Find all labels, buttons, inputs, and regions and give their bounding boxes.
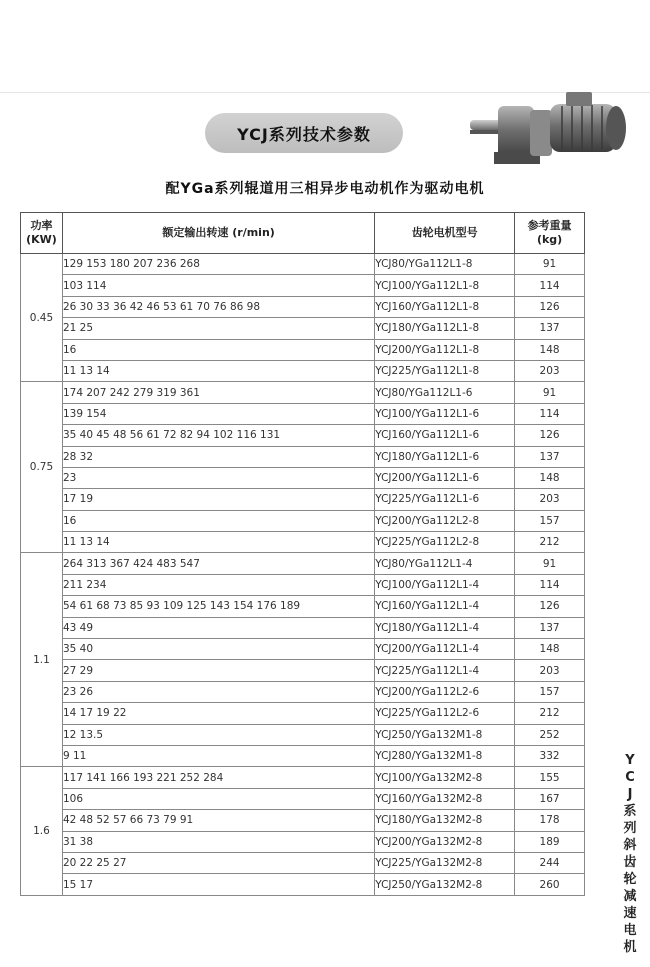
weight-cell: 148 — [515, 467, 585, 488]
weight-cell: 212 — [515, 703, 585, 724]
side-label-char: J — [627, 787, 633, 802]
model-cell: YCJ100/YGa112L1-8 — [375, 275, 515, 296]
speeds-cell: 16 — [62, 339, 374, 360]
weight-cell: 189 — [515, 831, 585, 852]
header-power-line2: (KW) — [26, 233, 57, 246]
side-label-char: 电 — [623, 923, 637, 938]
spec-table — [20, 212, 585, 896]
speeds-cell: 35 40 — [62, 639, 374, 660]
speeds-cell: 11 13 14 — [62, 360, 374, 381]
speeds-cell: 106 — [62, 788, 374, 809]
speeds-cell: 264 313 367 424 483 547 — [62, 553, 374, 574]
speeds-cell: 11 13 14 — [62, 532, 374, 553]
weight-cell: 203 — [515, 489, 585, 510]
power-cell: 0.75 — [21, 382, 63, 553]
table-header-row — [21, 213, 585, 254]
table-row — [21, 874, 585, 895]
model-cell: YCJ200/YGa132M2-8 — [375, 831, 515, 852]
table-row — [21, 660, 585, 681]
side-label-char: 斜 — [623, 838, 637, 853]
weight-cell: 148 — [515, 339, 585, 360]
model-cell: YCJ200/YGa112L1-8 — [375, 339, 515, 360]
table-row — [21, 254, 585, 275]
table-row — [21, 596, 585, 617]
side-label-char: C — [625, 770, 635, 785]
weight-cell: 252 — [515, 724, 585, 745]
table-row — [21, 788, 585, 809]
model-cell: YCJ160/YGa112L1-8 — [375, 296, 515, 317]
speeds-cell: 15 17 — [62, 874, 374, 895]
speeds-cell: 174 207 242 279 319 361 — [62, 382, 374, 403]
weight-cell: 114 — [515, 574, 585, 595]
speeds-cell: 12 13.5 — [62, 724, 374, 745]
speeds-cell: 27 29 — [62, 660, 374, 681]
side-label-char: 系 — [623, 804, 637, 819]
weight-cell: 114 — [515, 275, 585, 296]
table-row — [21, 382, 585, 403]
model-cell: YCJ80/YGa112L1-4 — [375, 553, 515, 574]
speeds-cell: 23 26 — [62, 681, 374, 702]
model-cell: YCJ225/YGa112L2-8 — [375, 532, 515, 553]
model-cell: YCJ160/YGa132M2-8 — [375, 788, 515, 809]
model-cell: YCJ225/YGa112L2-6 — [375, 703, 515, 724]
speeds-cell: 42 48 52 57 66 73 79 91 — [62, 810, 374, 831]
table-row — [21, 703, 585, 724]
weight-cell: 260 — [515, 874, 585, 895]
weight-cell: 91 — [515, 553, 585, 574]
weight-cell: 91 — [515, 382, 585, 403]
model-cell: YCJ250/YGa132M2-8 — [375, 874, 515, 895]
model-cell: YCJ200/YGa112L1-4 — [375, 639, 515, 660]
table-row — [21, 831, 585, 852]
weight-cell: 155 — [515, 767, 585, 788]
model-cell: YCJ180/YGa132M2-8 — [375, 810, 515, 831]
speeds-cell: 35 40 45 48 56 61 72 82 94 102 116 131 — [62, 425, 374, 446]
model-cell: YCJ225/YGa132M2-8 — [375, 852, 515, 873]
model-cell: YCJ200/YGa112L2-8 — [375, 510, 515, 531]
speeds-cell: 129 153 180 207 236 268 — [62, 254, 374, 275]
speeds-cell: 139 154 — [62, 403, 374, 424]
side-label-char: 减 — [623, 889, 637, 904]
weight-cell: 212 — [515, 532, 585, 553]
header-speed: 额定输出转速 (r/min) — [62, 213, 374, 254]
model-cell: YCJ160/YGa112L1-4 — [375, 596, 515, 617]
model-cell: YCJ225/YGa112L1-8 — [375, 360, 515, 381]
weight-cell: 126 — [515, 425, 585, 446]
speeds-cell: 9 11 — [62, 745, 374, 766]
table-row — [21, 275, 585, 296]
model-cell: YCJ180/YGa112L1-6 — [375, 446, 515, 467]
model-cell: YCJ80/YGa112L1-6 — [375, 382, 515, 403]
table-row — [21, 489, 585, 510]
table-row — [21, 617, 585, 638]
table-row — [21, 639, 585, 660]
model-cell: YCJ100/YGa132M2-8 — [375, 767, 515, 788]
weight-cell: 244 — [515, 852, 585, 873]
weight-cell: 114 — [515, 403, 585, 424]
table-row — [21, 339, 585, 360]
table-row — [21, 681, 585, 702]
power-cell: 0.45 — [21, 254, 63, 382]
speeds-cell: 23 — [62, 467, 374, 488]
speeds-cell: 14 17 19 22 — [62, 703, 374, 724]
model-cell: YCJ100/YGa112L1-6 — [375, 403, 515, 424]
speeds-cell: 20 22 25 27 — [62, 852, 374, 873]
table-row — [21, 745, 585, 766]
gear-motor-image — [466, 82, 636, 172]
weight-cell: 203 — [515, 660, 585, 681]
table-row — [21, 767, 585, 788]
weight-cell: 137 — [515, 617, 585, 638]
page-title: YCJ系列技术参数 — [205, 113, 403, 153]
header-model: 齿轮电机型号 — [375, 213, 515, 254]
weight-cell: 157 — [515, 510, 585, 531]
table-row — [21, 810, 585, 831]
table-row — [21, 425, 585, 446]
model-cell: YCJ160/YGa112L1-6 — [375, 425, 515, 446]
header-weight — [515, 213, 585, 254]
table-row — [21, 574, 585, 595]
speeds-cell: 21 25 — [62, 318, 374, 339]
speeds-cell: 26 30 33 36 42 46 53 61 70 76 86 98 — [62, 296, 374, 317]
weight-cell: 332 — [515, 745, 585, 766]
speeds-cell: 16 — [62, 510, 374, 531]
model-cell: YCJ80/YGa112L1-8 — [375, 254, 515, 275]
weight-cell: 126 — [515, 296, 585, 317]
table-row — [21, 510, 585, 531]
table-row — [21, 296, 585, 317]
weight-cell: 203 — [515, 360, 585, 381]
table-row — [21, 446, 585, 467]
model-cell: YCJ200/YGa112L2-6 — [375, 681, 515, 702]
weight-cell: 157 — [515, 681, 585, 702]
power-cell: 1.1 — [21, 553, 63, 767]
table-body — [21, 254, 585, 896]
model-cell: YCJ225/YGa112L1-6 — [375, 489, 515, 510]
weight-cell: 178 — [515, 810, 585, 831]
weight-cell: 148 — [515, 639, 585, 660]
model-cell: YCJ180/YGa112L1-8 — [375, 318, 515, 339]
table-row — [21, 467, 585, 488]
speeds-cell: 54 61 68 73 85 93 109 125 143 154 176 189 — [62, 596, 374, 617]
side-vertical-label — [617, 752, 643, 956]
table-row — [21, 532, 585, 553]
power-cell: 1.6 — [21, 767, 63, 895]
model-cell: YCJ280/YGa132M1-8 — [375, 745, 515, 766]
side-label-char: 机 — [623, 940, 637, 955]
model-cell: YCJ180/YGa112L1-4 — [375, 617, 515, 638]
speeds-cell: 17 19 — [62, 489, 374, 510]
speeds-cell: 28 32 — [62, 446, 374, 467]
side-label-char: 齿 — [623, 855, 637, 870]
table-row — [21, 403, 585, 424]
table-row — [21, 553, 585, 574]
table-row — [21, 852, 585, 873]
table-row — [21, 360, 585, 381]
speeds-cell: 31 38 — [62, 831, 374, 852]
weight-cell: 137 — [515, 446, 585, 467]
weight-cell: 167 — [515, 788, 585, 809]
weight-cell: 137 — [515, 318, 585, 339]
model-cell: YCJ250/YGa132M1-8 — [375, 724, 515, 745]
model-cell: YCJ200/YGa112L1-6 — [375, 467, 515, 488]
table-row — [21, 724, 585, 745]
speeds-cell: 103 114 — [62, 275, 374, 296]
speeds-cell: 211 234 — [62, 574, 374, 595]
side-label-char: 列 — [623, 821, 637, 836]
side-label-char: Y — [625, 753, 635, 768]
model-cell: YCJ225/YGa112L1-4 — [375, 660, 515, 681]
header-weight-line1: 参考重量 — [527, 219, 572, 232]
weight-cell: 126 — [515, 596, 585, 617]
subtitle: 配YGa系列辊道用三相异步电动机作为驱动电机 — [165, 181, 485, 197]
table-row — [21, 318, 585, 339]
weight-cell: 91 — [515, 254, 585, 275]
header-power-line1: 功率 — [30, 219, 53, 232]
header-weight-line2: (kg) — [536, 233, 563, 246]
model-cell: YCJ100/YGa112L1-4 — [375, 574, 515, 595]
speeds-cell: 43 49 — [62, 617, 374, 638]
speeds-cell: 117 141 166 193 221 252 284 — [62, 767, 374, 788]
header-power — [21, 213, 63, 254]
side-label-char: 轮 — [623, 872, 637, 887]
side-label-char: 速 — [623, 906, 637, 921]
